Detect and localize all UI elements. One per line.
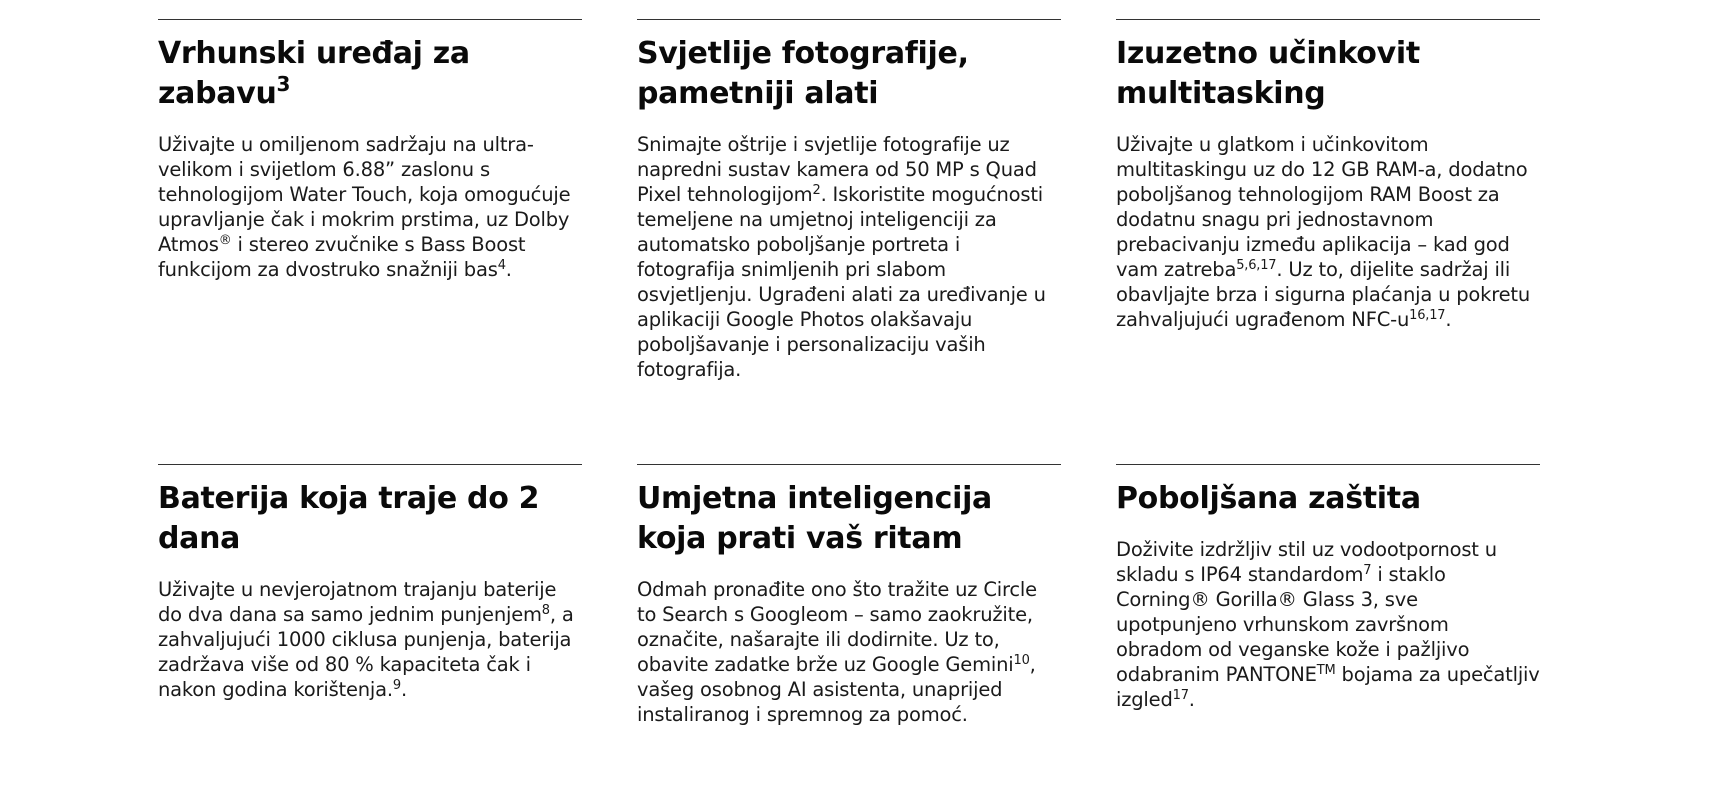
footnote-ref: 16,17 xyxy=(1409,308,1446,323)
footnote-ref: 4 xyxy=(497,258,506,273)
feature-title: Poboljšana zaštita xyxy=(1116,481,1421,516)
feature-card-entertainment xyxy=(158,19,582,282)
feature-card-multitasking xyxy=(1116,19,1540,332)
feature-card-photography xyxy=(637,19,1061,382)
feature-title: Izuzetno učinkovit multitasking xyxy=(1116,36,1420,111)
feature-description xyxy=(637,132,1061,382)
footnote-ref: 7 xyxy=(1363,563,1372,578)
footnote-ref: 17 xyxy=(1172,688,1189,703)
description-text: Snimajte oštrije i svjetlije fotografije uz napredni sustav kamera od 50 MP s Quad Pixel tehnologijom xyxy=(637,133,1037,206)
footnote-ref: 10 xyxy=(1013,653,1030,668)
feature-card-battery xyxy=(158,464,582,702)
description-text: Uživajte u omiljenom sadržaju na ultra-velikom i svijetlom 6.88” zaslonu s tehnologijom Water Touch, koja omogućuje upravljanje čak i mokrim prstima, uz Dolby Atmos xyxy=(158,133,571,256)
footnote-ref: 5,6,17 xyxy=(1236,258,1277,273)
description-text: Odmah pronađite ono što tražite uz Circle to Search s Googleom – samo zaokružite, označite, našarajte ili dodirnite. Uz to, obavite zadatke brže uz Google Gemini xyxy=(637,578,1037,676)
footnote-ref: 3 xyxy=(276,72,291,96)
feature-description xyxy=(158,577,582,702)
description-text: bojama za upečatljiv izgled xyxy=(1116,663,1540,711)
footnote-ref: TM xyxy=(1316,663,1336,678)
description-text: . xyxy=(400,678,407,701)
feature-card-protection xyxy=(1116,464,1540,712)
description-text: Uživajte u nevjerojatnom trajanju baterije do dva dana sa samo jednim punjenjem xyxy=(158,578,557,626)
footnote-ref: ® xyxy=(218,233,232,248)
footnote-ref: 2 xyxy=(812,183,821,198)
description-text: , vašeg osobnog AI asistenta, unaprijed instaliranog i spremnog za pomoć. xyxy=(637,653,1036,726)
description-text: . xyxy=(1188,688,1195,711)
description-text: . Iskoristite mogućnosti temeljene na umjetnoj inteligenciji za automatsko poboljšanje portreta i fotografija snimljenih pri slabom osvjetljenju. Ugrađeni alati za uređivanje u aplikaciji Google Photos olakšavaju poboljšavanje i personalizaciju vaših fotografija. xyxy=(637,183,1046,381)
feature-description xyxy=(637,577,1061,727)
description-text: Doživite izdržljiv stil uz vodootpornost u skladu s IP64 standardom xyxy=(1116,538,1497,586)
feature-title: Svjetlije fotografije, pametniji alati xyxy=(637,36,969,111)
description-text: . xyxy=(505,258,512,281)
feature-title: Baterija koja traje do 2 dana xyxy=(158,481,540,556)
footnote-ref: 9 xyxy=(392,678,401,693)
feature-card-ai xyxy=(637,464,1061,727)
feature-description xyxy=(158,132,582,282)
description-text: i stereo zvučnike s Bass Boost funkcijom za dvostruko snažniji bas xyxy=(158,233,526,281)
feature-description xyxy=(1116,132,1540,332)
description-text: , a zahvaljujući 1000 ciklusa punjenja, baterija zadržava više od 80 % kapaciteta čak i nakon godina korištenja. xyxy=(158,603,574,701)
feature-title: Vrhunski uređaj za zabavu$^3$ xyxy=(158,36,470,111)
description-text: i staklo Corning® Gorilla® Glass 3, sve upotpunjeno vrhunskom završnom obradom od veganske kože i pažljivo odabranim PANTONE xyxy=(1116,563,1470,686)
description-text: Uživajte u glatkom i učinkovitom multitaskingu uz do 12 GB RAM-a, dodatno poboljšanog tehnologijom RAM Boost za dodatnu snagu pri jednostavnom prebacivanju između aplikacija – kad god vam zatreba xyxy=(1116,133,1528,281)
feature-description xyxy=(1116,537,1540,712)
feature-title: Umjetna inteligencija koja prati vaš ritam xyxy=(637,481,993,556)
footnote-ref: 8 xyxy=(541,603,550,618)
description-text: . xyxy=(1445,308,1452,331)
description-text: . Uz to, dijelite sadržaj ili obavljajte brza i sigurna plaćanja u pokretu zahvaljujući ugrađenom NFC-u xyxy=(1116,258,1531,331)
